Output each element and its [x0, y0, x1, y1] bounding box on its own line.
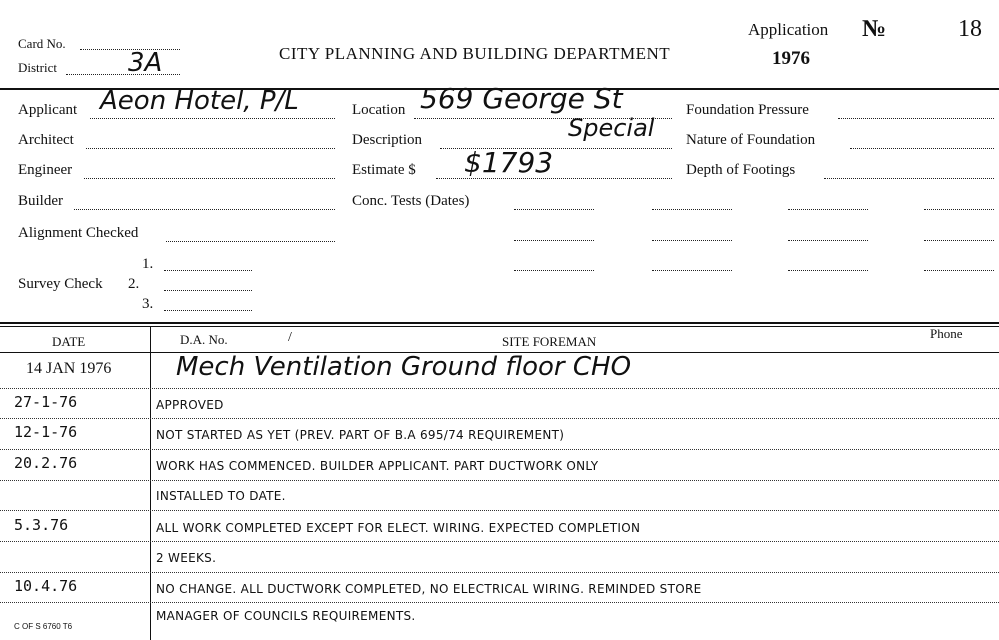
row-date: 12-1-76	[14, 423, 78, 441]
conc-tests-label: Conc. Tests (Dates)	[352, 193, 470, 209]
row-date: 10.4.76	[14, 577, 78, 595]
col-da-header: D.A. No.	[180, 332, 228, 347]
application-number: 18	[958, 16, 982, 42]
foundation-pressure-line	[838, 118, 994, 119]
row-text: INSTALLED TO DATE.	[156, 489, 286, 503]
row-text: 2 WEEKS.	[156, 551, 217, 565]
conc-test-line-3d	[924, 270, 994, 271]
survey-2-line	[164, 290, 252, 291]
row-text: ALL WORK COMPLETED EXCEPT FOR ELECT. WIRING. EXPECTED COMPLETION	[156, 521, 641, 535]
architect-label: Architect	[18, 132, 74, 148]
builder-line	[74, 209, 335, 210]
row-rule	[0, 572, 999, 573]
row-rule	[0, 449, 999, 450]
district-value: 3A	[128, 48, 163, 78]
application-label: Application	[748, 20, 829, 39]
engineer-line	[84, 178, 335, 179]
row-date-stamp: 14 JAN 1976	[26, 360, 112, 377]
number-sign: №	[862, 16, 887, 42]
survey-1-label: 1.	[142, 256, 154, 272]
applicant-label: Applicant	[18, 102, 78, 118]
col-date-header: DATE	[52, 334, 86, 349]
col-foreman-header: SITE FOREMAN	[502, 334, 597, 349]
row-text: NOT STARTED AS YET (PREV. PART OF B.A 695/74 REQUIREMENT)	[156, 428, 565, 442]
estimate-label: Estimate $	[352, 162, 416, 178]
engineer-label: Engineer	[18, 162, 73, 178]
row-date: 5.3.76	[14, 516, 69, 534]
row-rule	[0, 388, 999, 389]
table-top-divider	[0, 322, 999, 324]
date-column-divider	[150, 326, 151, 640]
row-rule	[0, 541, 999, 542]
alignment-line	[166, 241, 335, 242]
applicant-value: Aeon Hotel, P/L	[100, 86, 299, 116]
nature-foundation-line	[850, 148, 994, 149]
row-text: WORK HAS COMMENCED. BUILDER APPLICANT. PART DUCTWORK ONLY	[156, 459, 599, 473]
conc-test-line-3b	[652, 270, 732, 271]
conc-test-line-3a	[514, 270, 594, 271]
row-date: 20.2.76	[14, 454, 78, 472]
department-title: CITY PLANNING AND BUILDING DEPARTMENT	[279, 44, 671, 63]
conc-test-line-2d	[924, 240, 994, 241]
row-rule	[0, 602, 999, 603]
location-label: Location	[352, 102, 406, 118]
row-text: APPROVED	[156, 398, 224, 412]
row-text: MANAGER OF COUNCILS REQUIREMENTS.	[156, 609, 416, 623]
survey-2-label: 2.	[128, 276, 140, 292]
description-label: Description	[352, 132, 422, 148]
row-text: NO CHANGE. ALL DUCTWORK COMPLETED, NO ELECTRICAL WIRING. REMINDED STORE	[156, 582, 702, 596]
conc-test-line-1a	[514, 209, 594, 210]
form-code: C OF S 6760 T6	[14, 622, 73, 631]
depth-footings-label: Depth of Footings	[686, 162, 796, 178]
location-value: 569 George St	[420, 82, 623, 115]
alignment-label: Alignment Checked	[18, 225, 139, 241]
row-rule	[0, 510, 999, 511]
survey-label: Survey Check	[18, 276, 103, 292]
foundation-pressure-label: Foundation Pressure	[686, 102, 809, 118]
conc-test-line-1d	[924, 209, 994, 210]
district-label: District	[18, 60, 57, 75]
col-da-slash: /	[288, 330, 292, 345]
conc-test-line-2c	[788, 240, 868, 241]
col-phone-header: Phone	[930, 326, 963, 341]
row-rule	[0, 418, 999, 419]
estimate-value: $1793	[464, 146, 554, 179]
row-rule	[0, 480, 999, 481]
survey-1-line	[164, 270, 252, 271]
applicant-line	[90, 118, 335, 119]
nature-foundation-label: Nature of Foundation	[686, 132, 816, 148]
conc-test-line-2b	[652, 240, 732, 241]
application-year: 1976	[772, 48, 810, 69]
architect-line	[86, 148, 335, 149]
row-date: 27-1-76	[14, 393, 78, 411]
district-line	[66, 74, 180, 75]
builder-label: Builder	[18, 193, 63, 209]
survey-3-label: 3.	[142, 296, 154, 312]
card-no-label: Card No.	[18, 36, 66, 51]
conc-test-line-1b	[652, 209, 732, 210]
conc-test-line-2a	[514, 240, 594, 241]
conc-test-line-3c	[788, 270, 868, 271]
row-description-stamp: Mech Ventilation Ground floor CHO	[176, 352, 632, 382]
depth-footings-line	[824, 178, 994, 179]
conc-test-line-1c	[788, 209, 868, 210]
survey-3-line	[164, 310, 252, 311]
description-value: Special	[568, 114, 655, 142]
